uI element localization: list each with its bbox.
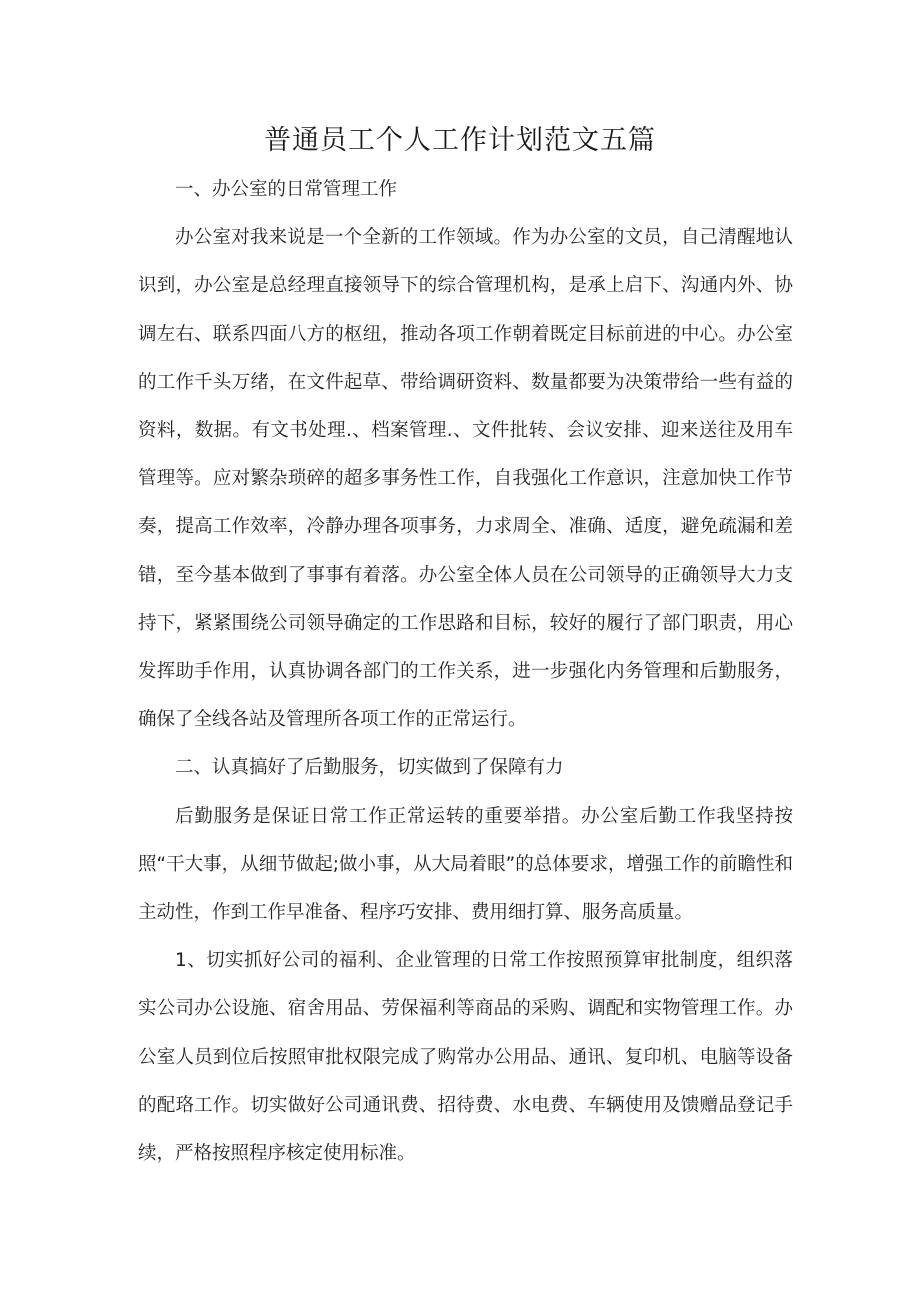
- paragraph: 后勤服务是保证日常工作正常运转的重要举措。办公室后勤工作我坚持按照“干大事，从细节做起;做小事，从大局着眼”的总体要求，增强工作的前瞻性和主动性，作到工作早准备、程序巧安排、费用细打算、服务高质量。: [138, 805, 793, 924]
- document-body: [138, 166, 793, 1178]
- paragraph: 1、切实抓好公司的福利、企业管理的日常工作按照预算审批制度，组织落实公司办公设施、宿舍用品、劳保福利等商品的采购、调配和实物管理工作。办公室人员到位后按照审批权限完成了购常办公用品、通讯、复印机、电脑等设备的配珞工作。切实做好公司通讯费、招待费、水电费、车辆使用及馈赠品登记手续，严格按照程序核定使用标准。: [138, 950, 793, 1165]
- section-heading: 二、认真搞好了后勤服务，切实做到了保障有力: [175, 757, 564, 779]
- paragraph: 办公室对我来说是一个全新的工作领域。作为办公室的文员，自己清醒地认识到，办公室是总经理直接领导下的综合管理机构，是承上启下、沟通内外、协调左右、联系四面八方的枢纽，推动各项工作朝着既定目标前进的中心。办公室的工作千头万绪，在文件起草、带给调研资料、数量都要为决策带给一些有益的资料，数据。有文书处理.、档案管理.、文件批转、会议安排、迎来送往及用车管理等。应对繁杂琐碎的超多事务性工作，自我强化工作意识，注意加快工作节奏，提高工作效率，冷静办理各项事务，力求周全、准确、适度，避免疏漏和差错，至今基本做到了事事有着落。办公室全体人员在公司领导的正确领导大力支持下，紧紧围绕公司领导确定的工作思路和目标，较好的履行了部门职责，用心发挥助手作用，认真协调各部门的工作关系，进一步强化内务管理和后勤服务，确保了全线各站及管理所各项工作的正常运行。: [138, 227, 793, 731]
- section-heading: 一、办公室的日常管理工作: [175, 179, 398, 200]
- document-title: 普通员工个人工作计划范文五篇: [264, 125, 656, 156]
